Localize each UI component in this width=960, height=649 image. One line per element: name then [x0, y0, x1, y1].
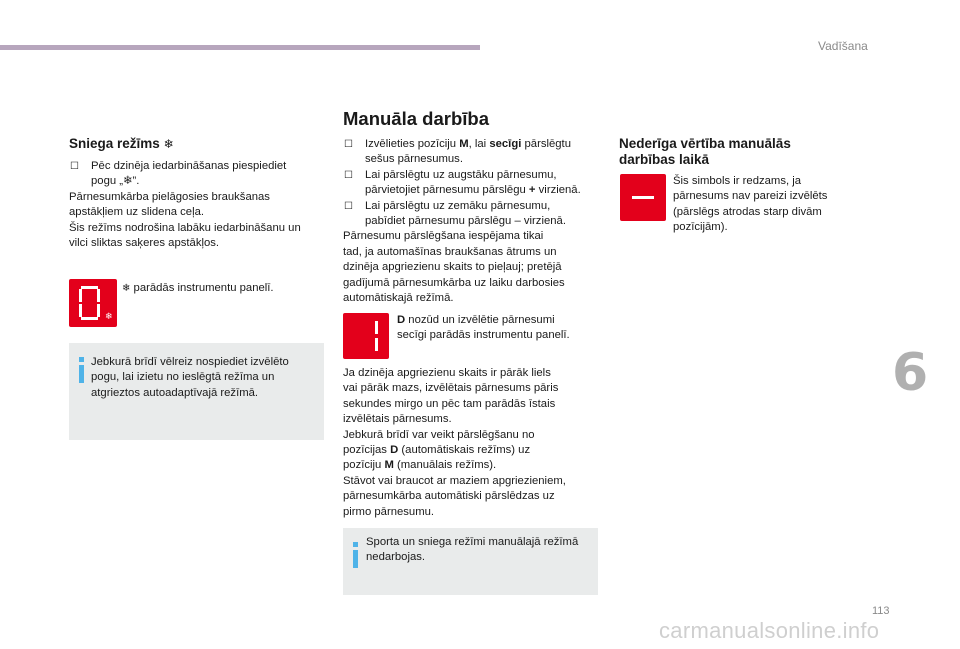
dash-icon [620, 174, 666, 221]
watermark: carmanualsonline.info [659, 618, 880, 643]
top-accent-bar [0, 45, 480, 50]
snow-mode-dashboard-icon [69, 279, 117, 327]
checkbox-bullet-icon: ☐ [344, 169, 353, 181]
snow-mode-section [69, 136, 324, 152]
section-title: Vadīšana [818, 39, 868, 53]
snow-icon-caption: ❄ parādās instrumentu panelī. [122, 282, 274, 294]
gear-icon-caption: D nozūd un izvēlētie pārnesumi secīgi parādās instrumentu panelī. [397, 314, 570, 342]
snowflake-icon: ❄ [122, 283, 131, 294]
digit-one-icon [343, 313, 389, 359]
invalid-value-title: Nederīga vērtība manuālās darbības laikā [619, 136, 791, 167]
info-note: Sporta un sniega režīmi manuālajā režīmā nedarbojas. [343, 528, 598, 595]
list-item: ☐ Lai pārslēgtu uz zemāku pārnesumu, pabīdiet pārnesumu pārslēgu – virzienā. [344, 199, 566, 228]
snow-mode-title: Sniega režīms ❄ [69, 136, 174, 151]
chapter-number: 6 [892, 343, 929, 403]
digit-display-icon [69, 279, 117, 327]
svg-text:❄: ❄ [105, 312, 113, 322]
invalid-value-section [619, 136, 859, 168]
invalid-gear-icon [620, 174, 666, 221]
invalid-value-description: Šis simbols ir redzams, ja pārnesums nav pareizi izvēlēts (pārslēgs atrodas starp divām pozīcijām). [673, 175, 828, 234]
checkbox-bullet-icon: ☐ [70, 161, 79, 172]
checkbox-bullet-icon: ☐ [344, 200, 353, 212]
info-icon [352, 542, 359, 568]
list-item: ☐ Lai pārslēgtu uz augstāku pārnesumu, pārvietojiet pārnesumu pārslēgu + virzienā. [344, 168, 581, 197]
info-note: Jebkurā brīdī vēlreiz nospiediet izvēlēto pogu, lai izietu no ieslēgtā režīma un atgrieztos autoadaptīvajā režīmā. [69, 343, 324, 440]
snow-mode-body: ☐ Pēc dzinēja iedarbināšanas piespiediet pogu „❄”. Pārnesumkārba pielāgosies braukšanas apstākļiem uz slidena ceļa. Šis režīms nodrošina labāku iedarbināšanu un vilci sliktas saķeres apstākļos. [69, 159, 324, 251]
manual-mode-body: ☐ Izvēlieties pozīciju M, lai secīgi pārslēgtu sešus pārnesumus. ☐ Lai pārslēgtu uz augstāku pārnesumu, pārvietojiet pārnesumu pārslēgu + virzienā. ☐ Lai pārslēgtu uz zemāku pārnesumu, pabīdiet pārnesumu pārslēgu – virzienā. Pārnesumu pārslēgšana iespējama tikai tad, ja automašīnas braukšanas ātrums un dzinēja apgriezienu skaits to pieļauj; pretējā gadījumā pārnesumkārba uz laiku darbosies automātiskajā režīmā. [343, 137, 603, 306]
info-icon [78, 357, 85, 383]
manual-mode-details: Ja dzinēja apgriezienu skaits ir pārāk liels vai pārāk mazs, izvēlētais pārnesums pāris sekundes mirgo un pēc tam parādās īstais izvēlētais pārnesums. Jebkurā brīdī var veikt pārslēgšanu no pozīcijas D (automātiskais režīms) uz pozīciju M (manuālais režīms). Stāvot vai braucot ar maziem apgriezieniem, pārnesumkārba automātiski pārslēdzas uz pirmo pārnesumu. [343, 367, 566, 518]
snowflake-icon: ❄ [163, 137, 174, 151]
checkbox-bullet-icon: ☐ [344, 139, 353, 150]
manual-mode-title: Manuāla darbība [343, 108, 489, 129]
gear-display-icon [343, 313, 389, 359]
page-number: 113 [872, 605, 890, 617]
list-item: ☐ Pēc dzinēja iedarbināšanas piespiediet pogu „❄”. [70, 160, 287, 188]
list-item: ☐ Izvēlieties pozīciju M, lai secīgi pārslēgtu sešus pārnesumus. [344, 138, 571, 166]
